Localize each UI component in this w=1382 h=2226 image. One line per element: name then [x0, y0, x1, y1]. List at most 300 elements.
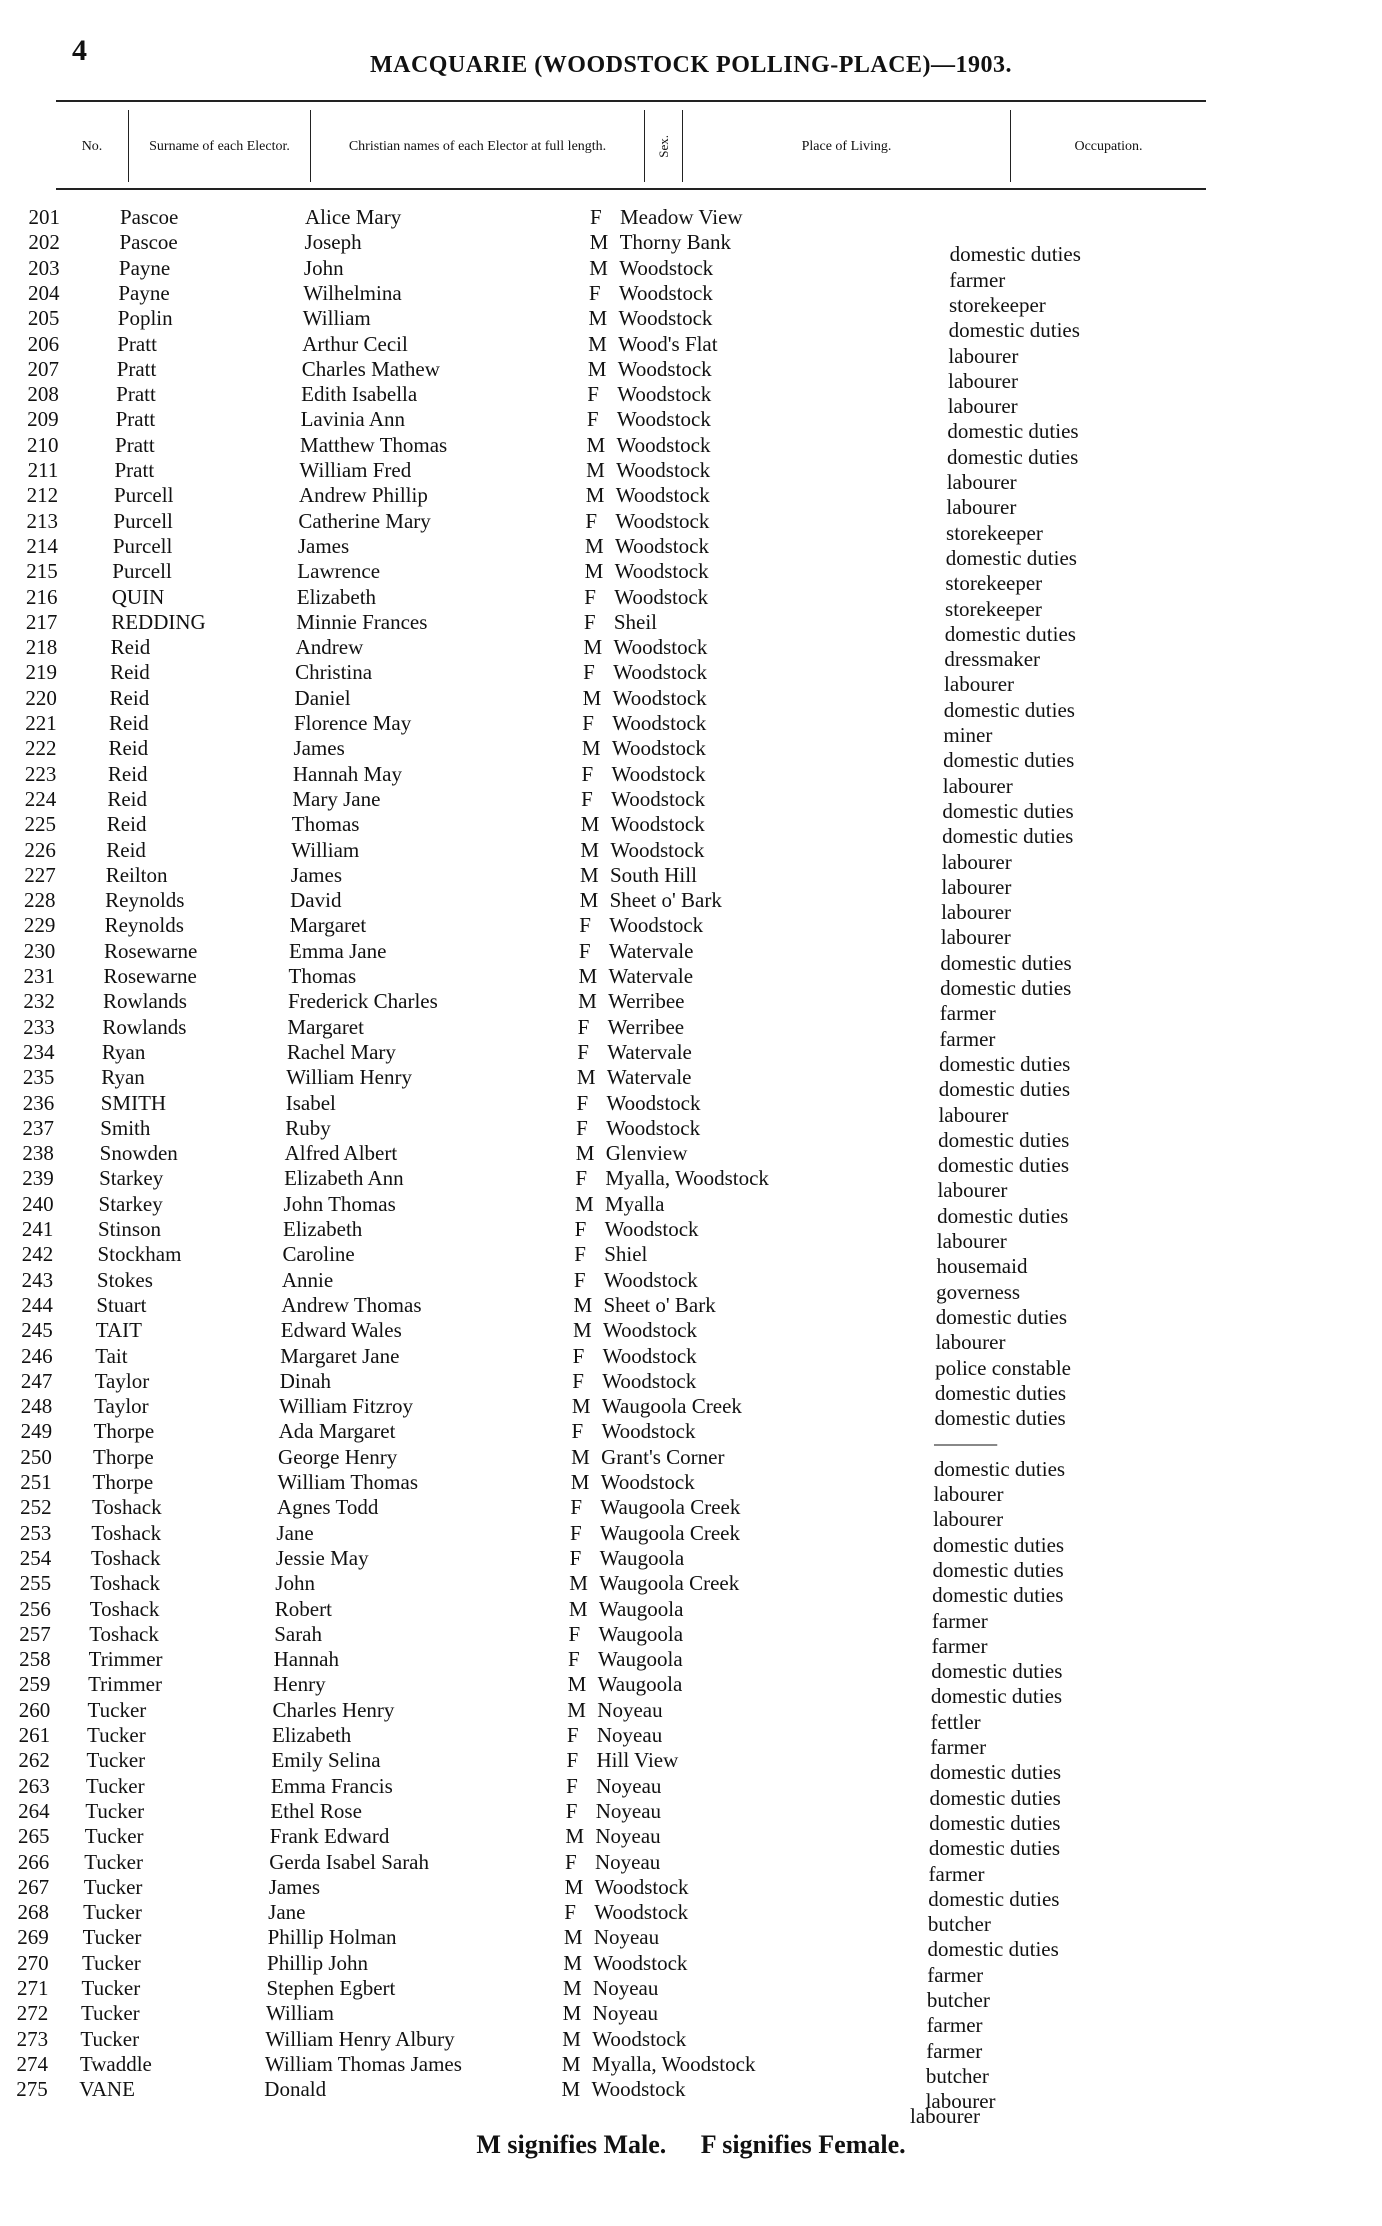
elector-number: 242 — [21, 1242, 54, 1267]
elector-place: Woodstock — [602, 1343, 697, 1368]
elector-sex: M — [578, 989, 597, 1014]
elector-christian-names: William — [291, 837, 360, 862]
elector-occupation: domestic duties — [938, 1077, 1070, 1102]
elector-number: 258 — [19, 1647, 51, 1672]
elector-surname: Reid — [107, 786, 148, 811]
elector-occupation: farmer — [931, 1608, 988, 1633]
elector-sex: M — [587, 356, 607, 381]
elector-christian-names: William Henry Albury — [265, 2026, 455, 2051]
elector-number: 261 — [18, 1723, 51, 1747]
elector-sex: M — [582, 685, 602, 710]
elector-number: 260 — [18, 1697, 51, 1722]
elector-surname: SMITH — [100, 1090, 167, 1115]
elector-number: 202 — [28, 230, 60, 255]
elector-christian-names: Alfred Albert — [284, 1141, 398, 1166]
elector-place: Woodstock — [606, 1115, 701, 1140]
elector-surname: Tucker — [84, 1824, 144, 1849]
elector-sex: M — [586, 432, 606, 457]
elector-number: 210 — [27, 432, 59, 457]
elector-surname: Pratt — [115, 432, 155, 457]
elector-christian-names: Emma Francis — [270, 1773, 393, 1798]
elector-place: Woodstock — [591, 2077, 686, 2102]
elector-sex: M — [589, 255, 608, 280]
elector-sex: F — [569, 1520, 582, 1545]
elector-place: Myalla, Woodstock — [591, 2051, 756, 2076]
elector-place: Woodstock — [617, 356, 712, 381]
elector-sex: M — [581, 736, 601, 761]
header-top-rule — [56, 100, 1206, 102]
elector-place: Werribee — [608, 989, 685, 1014]
elector-surname: Rowlands — [102, 1014, 187, 1039]
elector-sex: M — [586, 458, 605, 482]
header-occupation: Occupation. — [1010, 110, 1206, 182]
elector-place: Noyeau — [596, 1723, 663, 1747]
table-row — [0, 1647, 1382, 1684]
elector-number: 252 — [20, 1495, 52, 1520]
elector-occupation: police constable — [935, 1355, 1072, 1380]
elector-christian-names: James — [293, 736, 345, 761]
elector-christian-names: Ada Margaret — [278, 1419, 396, 1444]
elector-surname: Toshack — [91, 1520, 162, 1545]
elector-number: 206 — [27, 331, 60, 356]
elector-place: Waugoola Creek — [600, 1495, 741, 1520]
table-row — [0, 1318, 1382, 1355]
elector-surname: Trimmer — [88, 1672, 162, 1697]
elector-surname: Thorpe — [93, 1419, 155, 1444]
elector-number: 249 — [20, 1419, 53, 1444]
elector-surname: Pascoe — [120, 205, 179, 229]
table-row — [0, 2026, 1382, 2063]
elector-christian-names: Margaret — [287, 1014, 364, 1039]
elector-place: Woodstock — [602, 1368, 697, 1393]
elector-surname: Reid — [106, 837, 146, 862]
table-row — [0, 1874, 1382, 1911]
elector-sex: M — [584, 559, 604, 584]
elector-surname: Toshack — [89, 1621, 159, 1646]
elector-number: 269 — [17, 1925, 49, 1950]
elector-surname: Taylor — [94, 1394, 149, 1419]
table-row — [0, 533, 1382, 570]
elector-surname: Taylor — [94, 1368, 150, 1393]
elector-surname: Smith — [100, 1115, 151, 1140]
elector-surname: Tucker — [80, 2001, 140, 2026]
table-row — [0, 1292, 1382, 1329]
elector-place: Waugoola — [597, 1672, 683, 1697]
elector-christian-names: Edward Wales — [280, 1318, 402, 1343]
elector-occupation: governess — [936, 1279, 1021, 1304]
table-row — [0, 1925, 1382, 1962]
elector-sex: F — [566, 1748, 579, 1773]
elector-christian-names: Wilhelmina — [303, 280, 402, 305]
elector-place: Woodstock — [604, 1217, 699, 1241]
elector-surname: Tucker — [86, 1748, 146, 1773]
elector-number: 273 — [16, 2026, 49, 2051]
elector-place: Woodstock — [615, 483, 710, 508]
elector-surname: Pascoe — [119, 230, 178, 255]
elector-sex: M — [573, 1318, 592, 1343]
elector-occupation: housemaid — [936, 1254, 1028, 1279]
elector-christian-names: Thomas — [288, 964, 357, 988]
elector-surname: Tucker — [87, 1723, 146, 1747]
elector-christian-names: Emily Selina — [271, 1748, 381, 1773]
elector-occupation: labourer — [946, 495, 1017, 520]
elector-number: 245 — [21, 1318, 53, 1343]
elector-number: 216 — [26, 584, 58, 609]
table-row — [0, 609, 1382, 646]
elector-occupation: domestic duties — [935, 1304, 1068, 1329]
header-place: Place of Living. — [682, 110, 1010, 182]
elector-surname: Reynolds — [104, 913, 184, 938]
table-row — [0, 1798, 1382, 1835]
table-row — [0, 1444, 1382, 1481]
elector-surname: Purcell — [113, 508, 173, 533]
elector-place: Woodstock — [593, 1950, 688, 1975]
elector-place: Woodstock — [606, 1090, 701, 1115]
elector-place: Noyeau — [596, 1773, 662, 1798]
elector-occupation: storekeeper — [945, 596, 1042, 621]
elector-number: 253 — [19, 1520, 52, 1545]
elector-occupation: labourer — [944, 672, 1015, 697]
elector-place: Woodstock — [614, 584, 709, 609]
elector-occupation: farmer — [927, 1962, 984, 1987]
elector-surname: Stinson — [98, 1217, 162, 1241]
elector-place: Shiel — [604, 1242, 648, 1267]
elector-occupation: domestic duties — [930, 1684, 1063, 1709]
header-bottom-rule — [56, 188, 1206, 190]
legend-male: M signifies Male. — [476, 2130, 667, 2159]
elector-surname: Tucker — [84, 1849, 143, 1874]
table-row — [0, 280, 1382, 317]
table-row — [0, 1191, 1382, 1228]
elector-christian-names: Elizabeth — [272, 1723, 352, 1747]
elector-surname: Reid — [110, 635, 151, 660]
elector-place: Woodstock — [609, 913, 704, 938]
elector-sex: F — [587, 382, 599, 407]
elector-surname: Reid — [109, 711, 149, 735]
elector-surname: Reilton — [105, 862, 168, 887]
elector-christian-names: Charles Mathew — [301, 356, 440, 381]
elector-place: Woodstock — [611, 786, 706, 811]
table-row — [0, 1596, 1382, 1633]
elector-number: 211 — [27, 458, 59, 482]
elector-occupation: labourer — [937, 1178, 1008, 1203]
elector-occupation: butcher — [926, 1988, 990, 2012]
elector-sex: M — [568, 1596, 588, 1621]
table-row — [0, 837, 1382, 874]
table-row — [0, 331, 1382, 368]
table-row — [0, 888, 1382, 925]
elector-occupation: domestic duties — [932, 1532, 1065, 1557]
elector-place: Myalla — [604, 1191, 665, 1216]
elector-surname: Ryan — [101, 1065, 145, 1090]
elector-number: 246 — [21, 1343, 53, 1368]
table-row — [0, 508, 1382, 545]
table-row — [0, 1621, 1382, 1658]
table-row — [0, 1166, 1382, 1203]
header-sex-label: Sex. — [656, 134, 671, 158]
elector-number: 257 — [19, 1621, 51, 1646]
elector-christian-names: Margaret Jane — [280, 1343, 400, 1368]
elector-christian-names: Christina — [295, 660, 373, 685]
elector-sex: M — [574, 1191, 594, 1216]
elector-sex: M — [573, 1292, 593, 1317]
elector-occupation: domestic duties — [947, 444, 1079, 469]
page-title: MACQUARIE (WOODSTOCK POLLING-PLACE)—1903. — [369, 52, 1013, 78]
table-row — [0, 1495, 1382, 1532]
elector-number: 227 — [24, 862, 56, 887]
elector-sex: M — [563, 1976, 582, 2000]
elector-christian-names: Andrew — [295, 635, 364, 660]
elector-sex: M — [585, 483, 605, 508]
elector-surname: Trimmer — [88, 1647, 163, 1672]
elector-christian-names: William — [265, 2001, 334, 2026]
elector-surname: Twaddle — [79, 2051, 152, 2076]
elector-occupation: domestic duties — [939, 1051, 1071, 1076]
elector-christian-names: Alice Mary — [305, 205, 402, 229]
elector-occupation: labourer — [933, 1482, 1004, 1506]
elector-occupation: labourer — [941, 849, 1012, 874]
elector-number: 264 — [18, 1798, 50, 1823]
elector-surname: Rosewarne — [103, 964, 197, 988]
elector-sex: F — [574, 1217, 587, 1241]
elector-number: 215 — [26, 559, 58, 584]
elector-occupation: dressmaker — [944, 647, 1041, 672]
elector-number: 212 — [26, 483, 59, 508]
elector-surname: Tucker — [81, 1976, 141, 2000]
elector-sex: F — [569, 1545, 582, 1570]
table-header — [56, 110, 1206, 182]
elector-sex: F — [574, 1242, 586, 1267]
table-row — [0, 230, 1382, 267]
table-row — [0, 2077, 1382, 2114]
elector-occupation: domestic duties — [928, 1836, 1061, 1861]
elector-christian-names: William — [302, 306, 371, 331]
elector-occupation: storekeeper — [946, 520, 1043, 545]
elector-christian-names: Minnie Frances — [296, 609, 428, 634]
elector-number: 241 — [21, 1217, 54, 1241]
table-row — [0, 1090, 1382, 1127]
elector-christian-names: Rachel Mary — [286, 1039, 396, 1064]
elector-number: 255 — [19, 1571, 52, 1596]
elector-occupation: domestic duties — [933, 1456, 1066, 1481]
elector-christian-names: Elizabeth — [283, 1217, 363, 1241]
elector-occupation: farmer — [949, 267, 1006, 292]
elector-occupation: domestic duties — [929, 1760, 1062, 1785]
elector-christian-names: Gerda Isabel Sarah — [269, 1849, 430, 1874]
elector-occupation: domestic duties — [937, 1203, 1069, 1228]
elector-christian-names: Andrew Phillip — [298, 483, 428, 508]
elector-surname: Tait — [95, 1343, 128, 1368]
elector-place: Woodstock — [612, 711, 707, 735]
table-row — [0, 382, 1382, 419]
elector-christian-names: Jane — [276, 1520, 314, 1545]
elector-occupation: domestic duties — [942, 824, 1074, 849]
elector-occupation: butcher — [925, 2063, 989, 2088]
elector-number: 222 — [25, 736, 57, 761]
elector-place: Meadow View — [620, 205, 743, 229]
table-row — [0, 1697, 1382, 1734]
elector-number: 204 — [28, 280, 60, 305]
elector-place: Woodstock — [600, 1470, 695, 1494]
elector-surname: Thorpe — [92, 1470, 154, 1494]
elector-occupation: farmer — [926, 2013, 983, 2038]
elector-christian-names: Isabel — [285, 1090, 336, 1115]
elector-christian-names: Jane — [268, 1900, 306, 1925]
elector-place: Noyeau — [595, 1798, 662, 1823]
elector-christian-names: John Thomas — [283, 1191, 396, 1216]
elector-place: Woodstock — [616, 432, 711, 457]
elector-sex: F — [576, 1115, 588, 1140]
elector-christian-names: John — [303, 255, 344, 280]
elector-surname: Stockham — [97, 1242, 182, 1267]
elector-christian-names: Phillip John — [267, 1950, 368, 1975]
elector-christian-names: Hannah — [273, 1647, 339, 1672]
elector-sex: F — [590, 205, 602, 229]
elector-place: Woodstock — [603, 1267, 698, 1292]
elector-place: Woodstock — [614, 533, 709, 558]
elector-number: 274 — [16, 2051, 48, 2076]
elector-number: 228 — [24, 888, 56, 913]
elector-christian-names: Dinah — [279, 1368, 332, 1393]
elector-surname: Tucker — [83, 1900, 142, 1925]
elector-sex: F — [585, 508, 598, 533]
elector-surname: Tucker — [82, 1925, 142, 1950]
elector-christian-names: Joseph — [304, 230, 362, 255]
header-surname: Surname of each Elector. — [128, 110, 310, 182]
elector-christian-names: Andrew Thomas — [281, 1292, 422, 1317]
elector-occupation: domestic duties — [948, 318, 1080, 343]
elector-place: Watervale — [608, 964, 694, 988]
elector-sex: F — [568, 1647, 580, 1672]
elector-surname: Tucker — [83, 1874, 143, 1899]
elector-christian-names: Hannah May — [292, 761, 402, 786]
elector-sex: M — [571, 1444, 590, 1469]
elector-number: 250 — [20, 1444, 52, 1469]
elector-surname: Reid — [106, 812, 147, 837]
table-row — [0, 458, 1382, 494]
elector-christian-names: Frederick Charles — [287, 989, 438, 1014]
table-row — [0, 2051, 1382, 2088]
elector-occupation: labourer — [925, 2089, 996, 2114]
elector-place: Waugoola — [598, 1621, 684, 1646]
table-row — [0, 1900, 1382, 1937]
elector-number: 207 — [27, 356, 59, 381]
elector-place: Glenview — [605, 1141, 688, 1166]
elector-place: Woodstock — [610, 812, 705, 837]
elector-occupation: domestic duties — [929, 1785, 1061, 1810]
table-row — [0, 938, 1382, 975]
elector-occupation: fettler — [930, 1709, 981, 1734]
table-row — [0, 1672, 1382, 1709]
table-row — [0, 1824, 1382, 1861]
header-sex — [644, 110, 682, 182]
elector-christian-names: David — [290, 888, 342, 913]
elector-surname: Reid — [110, 660, 150, 685]
elector-occupation: farmer — [926, 2038, 983, 2063]
elector-place: Woodstock — [613, 660, 708, 685]
elector-number: 223 — [24, 761, 57, 786]
elector-sex: M — [564, 1874, 584, 1899]
elector-number: 270 — [17, 1950, 49, 1975]
table-row — [0, 1950, 1382, 1987]
elector-number: 203 — [28, 255, 60, 280]
elector-number: 220 — [25, 685, 57, 710]
elector-number: 266 — [17, 1849, 50, 1874]
elector-surname: Reid — [108, 736, 149, 761]
elector-surname: Tucker — [85, 1773, 145, 1798]
elector-christian-names: Matthew Thomas — [300, 432, 448, 457]
elector-place: Myalla, Woodstock — [605, 1166, 769, 1191]
elector-christian-names: Sarah — [274, 1621, 323, 1646]
elector-surname: Reid — [107, 761, 148, 786]
elector-place: Woodstock — [616, 458, 711, 482]
elector-sex: F — [588, 280, 601, 305]
elector-occupation: labourer — [941, 900, 1012, 925]
elector-place: Grant's Corner — [601, 1444, 725, 1469]
elector-number: 251 — [20, 1470, 52, 1494]
elector-sex: F — [578, 938, 591, 963]
elector-surname: Stuart — [96, 1292, 147, 1317]
elector-number: 254 — [19, 1545, 52, 1570]
table-row — [0, 1141, 1382, 1178]
table-row — [0, 2001, 1382, 2038]
elector-sex: M — [569, 1571, 588, 1596]
elector-sex: M — [589, 230, 609, 255]
elector-number: 239 — [22, 1166, 54, 1191]
elector-occupation: domestic duties — [934, 1406, 1066, 1431]
elector-number: 244 — [21, 1292, 53, 1317]
elector-christian-names: William Fred — [299, 458, 412, 482]
elector-sex: F — [579, 913, 591, 938]
elector-occupation: farmer — [931, 1633, 988, 1658]
elector-place: Woodstock — [601, 1419, 696, 1444]
elector-occupation: domestic duties — [932, 1583, 1064, 1608]
elector-surname: Pratt — [116, 382, 156, 407]
table-row — [0, 913, 1382, 950]
elector-sex: F — [577, 1014, 590, 1039]
elector-christian-names: William Henry — [286, 1065, 412, 1090]
elector-christian-names: George Henry — [278, 1444, 398, 1469]
elector-sex: M — [583, 635, 603, 660]
elector-occupation: storekeeper — [949, 292, 1046, 317]
elector-number: 213 — [26, 508, 59, 533]
elector-christian-names: Ethel Rose — [270, 1798, 362, 1823]
table-row — [0, 1065, 1382, 1102]
elector-occupation: butcher — [927, 1912, 991, 1937]
elector-surname: Pratt — [117, 331, 157, 356]
elector-christian-names: James — [268, 1874, 321, 1899]
elector-place: Woodstock — [615, 508, 710, 533]
elector-place: Woodstock — [610, 837, 705, 862]
elector-number: 236 — [22, 1090, 55, 1115]
elector-sex: F — [575, 1166, 588, 1191]
elector-christian-names: Emma Jane — [289, 938, 387, 963]
elector-sex: M — [562, 2001, 582, 2026]
elector-occupation: domestic duties — [932, 1557, 1064, 1582]
elector-place: Woodstock — [594, 1874, 689, 1899]
elector-number: 226 — [24, 837, 56, 862]
elector-christian-names: Florence May — [294, 711, 412, 735]
elector-sex: F — [566, 1723, 579, 1747]
elector-place: Noyeau — [592, 2001, 658, 2026]
elector-number: 265 — [17, 1824, 50, 1849]
table-row — [0, 685, 1382, 722]
elector-occupation: domestic duties — [945, 545, 1077, 570]
elector-sex: F — [565, 1798, 578, 1823]
elector-place: Woodstock — [618, 306, 713, 331]
table-row — [0, 1267, 1382, 1304]
elector-place: Wood's Flat — [618, 331, 718, 356]
